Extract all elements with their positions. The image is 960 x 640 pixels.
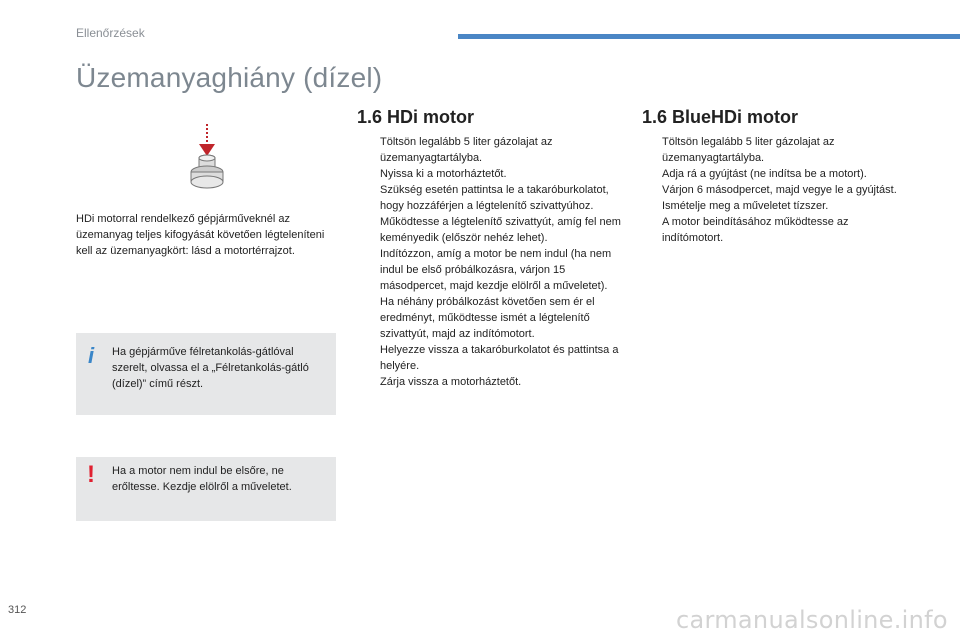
list-item: Várjon 6 másodpercet, majd vegye le a gyújtást. [662, 184, 897, 196]
list-item: Töltsön legalább 5 liter gázolajat az üzemanyagtartályba. [380, 136, 553, 164]
warning-note-text: Ha a motor nem indul be elsőre, ne erőltesse. Kezdje elölről a műveletet. [112, 465, 292, 493]
list-item: Töltsön legalább 5 liter gázolajat az üzemanyagtartályba. [662, 136, 835, 164]
section-header: Ellenőrzések [76, 26, 145, 40]
info-note-text: Ha gépjárműve félretankolás-gátlóval szerelt, olvassa el a „Félretankolás-gátló (dízel)” című részt. [112, 346, 309, 390]
info-icon: i [87, 343, 95, 368]
priming-pump-icon [190, 122, 224, 194]
list-item: Szükség esetén pattintsa le a takaróburkolatot, hogy hozzáférjen a légtelenítő szivattyúhoz. [380, 184, 609, 212]
list-item: A motor beindításához működtesse az indítómotort. [662, 216, 849, 244]
watermark: carmanualsonline.info [676, 606, 948, 634]
list-item: Működtesse a légtelenítő szivattyút, amíg fel nem keményedik (először nehéz lehet). [380, 216, 621, 244]
list-item: Ismételje meg a műveletet tízszer. [662, 200, 829, 212]
bluehdi-section-title: 1.6 BlueHDi motor [642, 107, 799, 127]
list-item: Helyezze vissza a takaróburkolatot és pattintsa a helyére. [380, 344, 619, 372]
list-item: Zárja vissza a motorháztetőt. [380, 376, 522, 388]
info-note [76, 333, 336, 415]
page-title: Üzemanyaghiány (dízel) [76, 62, 383, 93]
warning-icon: ! [87, 461, 95, 488]
list-item: Adja rá a gyújtást (ne indítsa be a motort). [662, 168, 867, 180]
warning-note [76, 457, 336, 521]
list-item: Ha néhány próbálkozást követően sem ér el eredményt, működtesse ismét a légtelenítő szivattyút, majd az indítómotort. [380, 296, 595, 340]
hdi-steps-list [362, 134, 624, 390]
list-item: Nyissa ki a motorháztetőt. [380, 168, 507, 180]
intro-paragraph: HDi motorral rendelkező gépjárműveknél az üzemanyag teljes kifogyását követően légteleníteni kell az üzemanyagkört: lásd a motortérrajzot. [76, 213, 325, 257]
header-accent-bar [458, 34, 960, 39]
list-item: Indítózzon, amíg a motor be nem indul (ha nem indul be első próbálkozásra, várjon 15 másodpercet, majd kezdje elölről a műveletet). [380, 248, 612, 292]
page-number: 312 [8, 604, 27, 616]
hdi-section-title: 1.6 HDi motor [357, 107, 475, 127]
bluehdi-steps-list [644, 134, 906, 246]
